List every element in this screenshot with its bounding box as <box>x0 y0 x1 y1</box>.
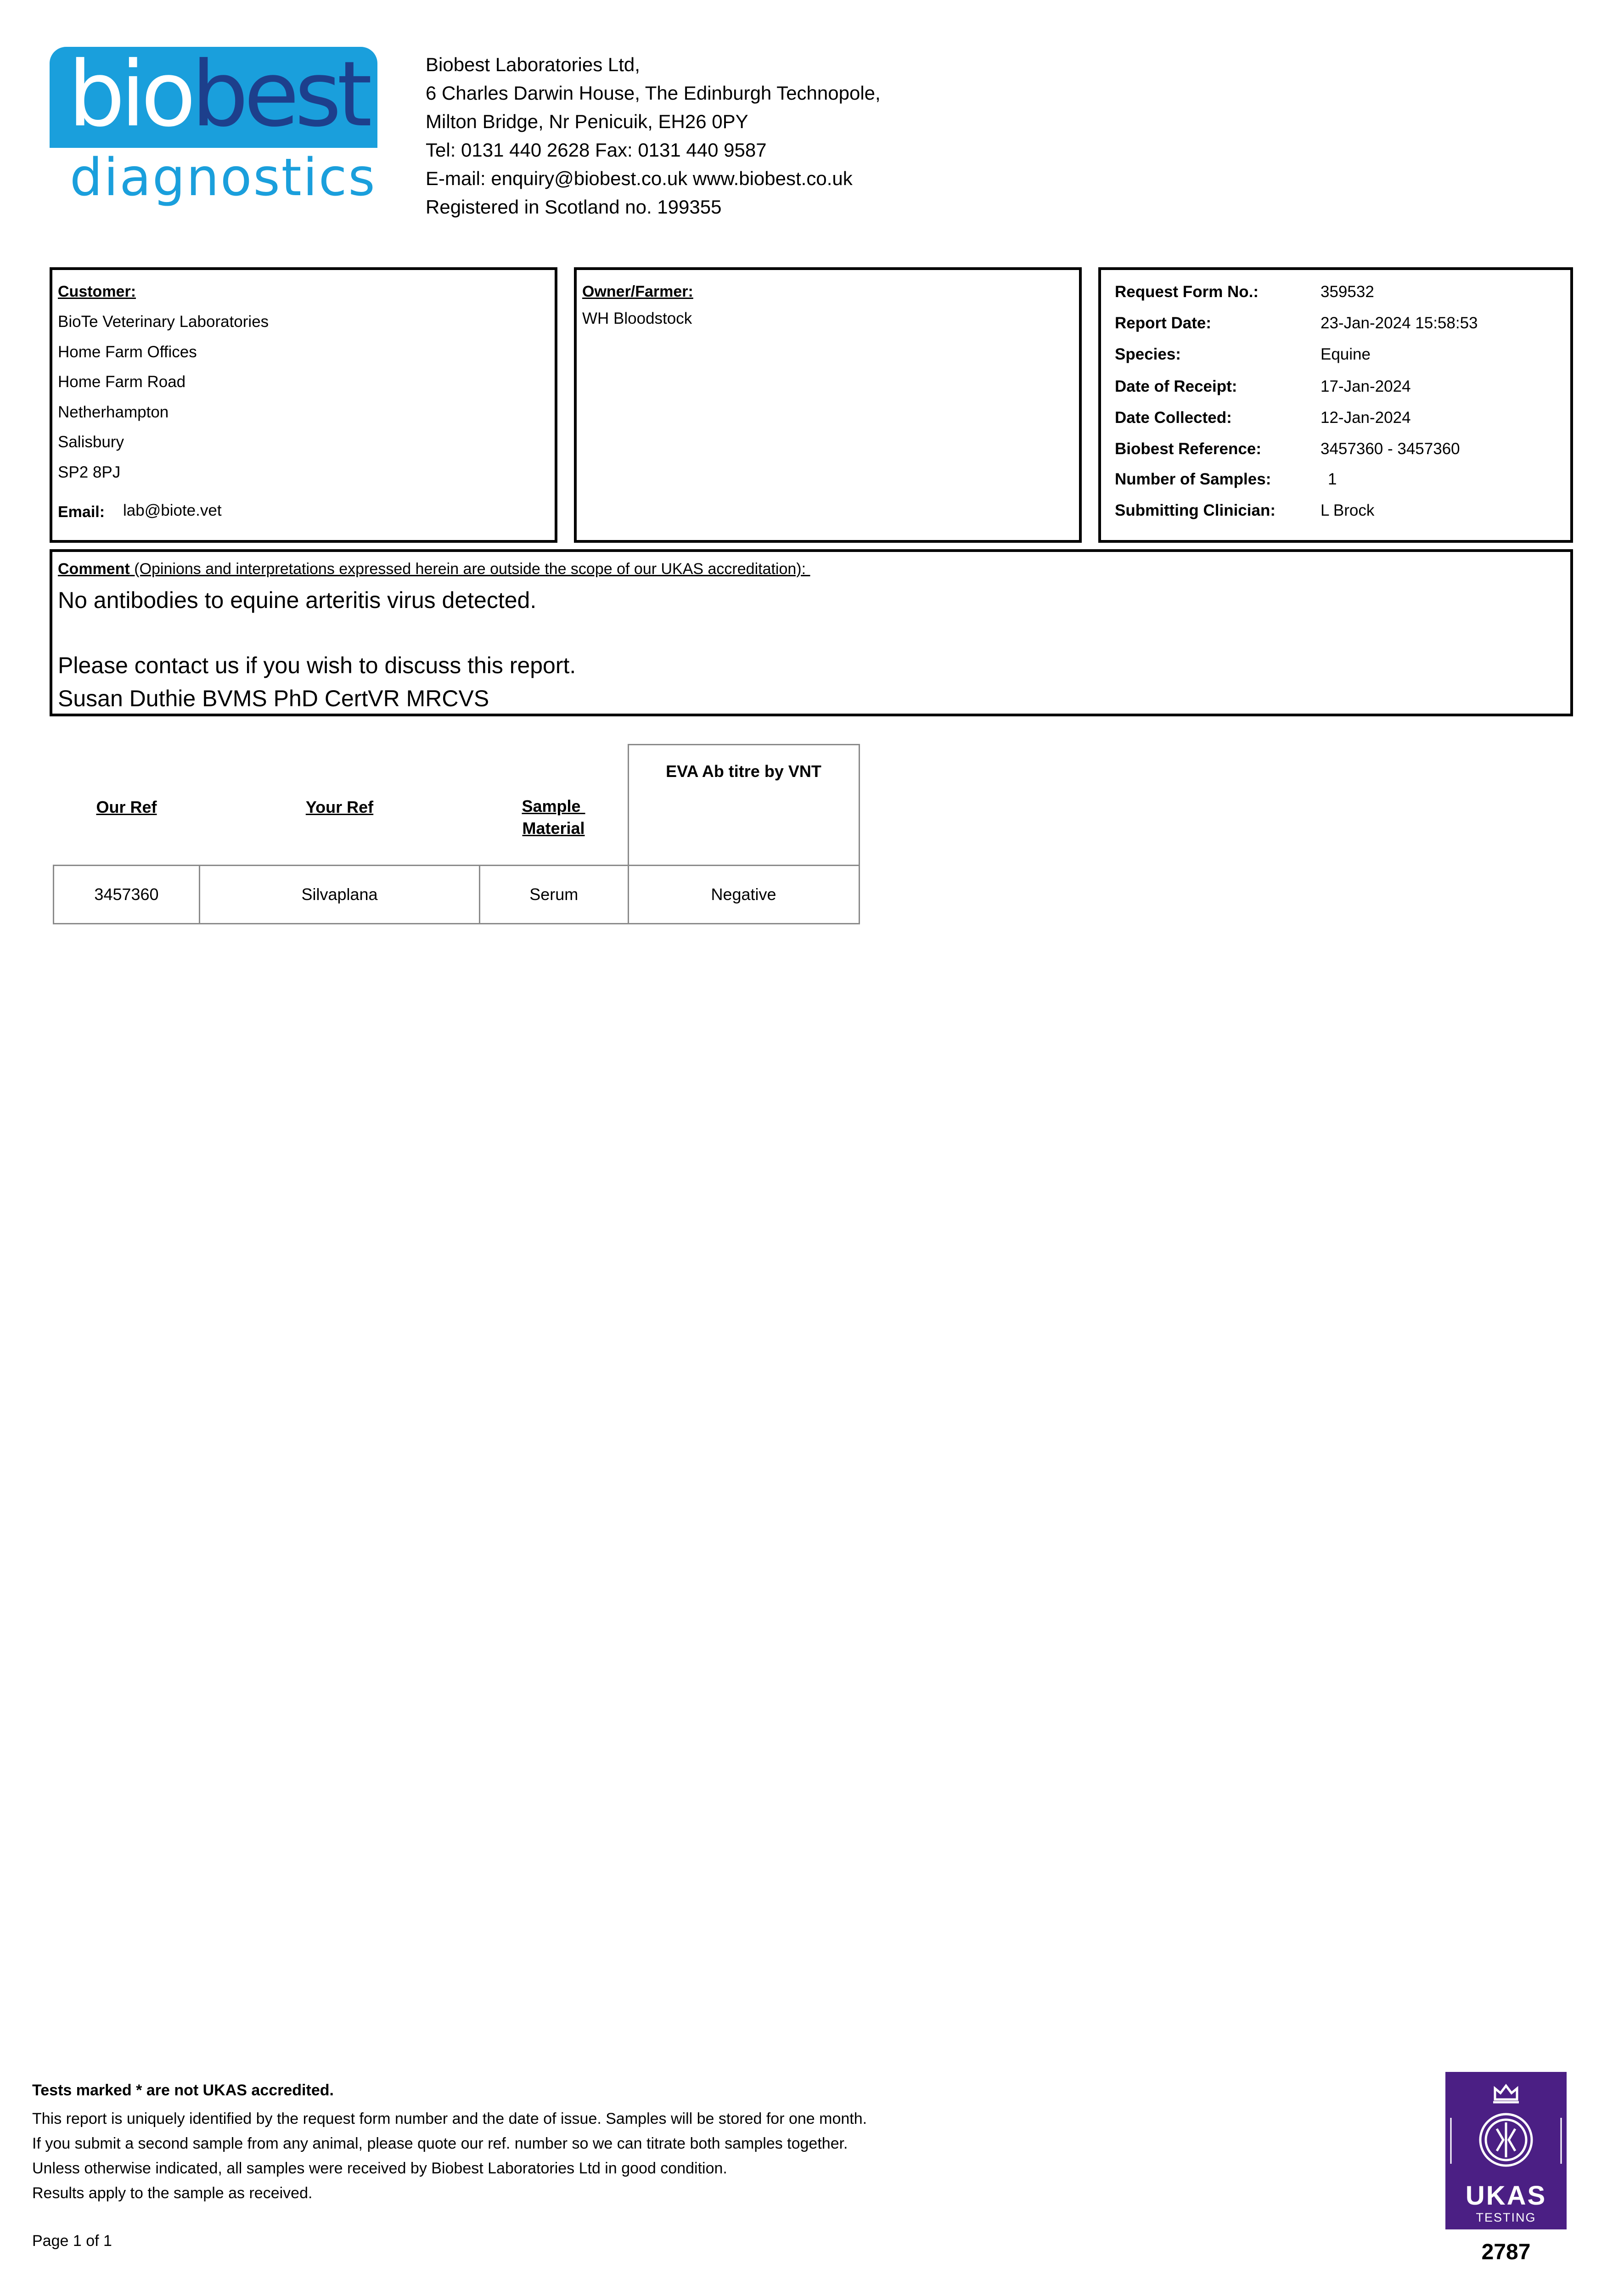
request-key: Species: <box>1115 345 1181 363</box>
request-key: Request Form No.: <box>1115 283 1259 301</box>
comment-heading <box>58 560 810 578</box>
comment-label: Comment <box>58 560 130 578</box>
logo-subtitle: diagnostics <box>70 148 376 208</box>
comment-box <box>50 549 1573 716</box>
footer-line: Results apply to the sample as received. <box>32 2184 313 2202</box>
ukas-number: 2787 <box>1481 2240 1531 2264</box>
request-key: Date of Receipt: <box>1115 377 1237 395</box>
header-sample-line2: Material <box>522 818 585 838</box>
address-line: Milton Bridge, Nr Penicuik, EH26 0PY <box>426 111 748 132</box>
logo-wordmark: biobest <box>68 42 368 147</box>
customer-line: Salisbury <box>58 433 124 451</box>
ukas-badge <box>1445 2072 1567 2229</box>
cell-result: Negative <box>628 865 859 923</box>
ukas-crown-icon <box>1445 2072 1567 2182</box>
owner-name: WH Bloodstock <box>582 310 692 327</box>
customer-email: lab@biote.vet <box>123 501 222 519</box>
request-key: Report Date: <box>1115 314 1212 332</box>
customer-line: Netherhampton <box>58 403 169 421</box>
results-table <box>53 744 860 924</box>
customer-label: Customer: <box>58 283 136 300</box>
ukas-label: UKAS <box>1465 2181 1547 2211</box>
request-key: Biobest Reference: <box>1115 440 1261 458</box>
request-value: Equine <box>1321 345 1371 363</box>
request-value: 17-Jan-2024 <box>1321 377 1411 395</box>
customer-line: BioTe Veterinary Laboratories <box>58 313 269 331</box>
lab-address <box>426 51 881 221</box>
request-value: 1 <box>1328 470 1337 488</box>
request-key: Number of Samples: <box>1115 470 1271 488</box>
header-test <box>628 745 859 866</box>
cell-your-ref: Silvaplana <box>200 865 480 923</box>
header-sample-material <box>480 745 629 866</box>
customer-email-label: Email: <box>58 503 105 521</box>
owner-box <box>574 267 1082 543</box>
address-line: Registered in Scotland no. 199355 <box>426 196 722 218</box>
header-our-ref: Our Ref <box>96 797 157 816</box>
address-line: E-mail: enquiry@biobest.co.uk www.biobest.co.uk <box>426 168 853 189</box>
cell-material: Serum <box>480 865 629 923</box>
ukas-sub: TESTING <box>1476 2211 1536 2224</box>
table-row <box>54 865 860 923</box>
comment-contact: Please contact us if you wish to discuss this report. <box>58 653 576 678</box>
address-line: Tel: 0131 440 2628 Fax: 0131 440 9587 <box>426 139 767 161</box>
header-sample-line1: Sample <box>522 796 585 816</box>
comment-finding: No antibodies to equine arteritis virus detected. <box>58 587 537 613</box>
owner-label: Owner/Farmer: <box>582 283 693 300</box>
request-key: Date Collected: <box>1115 409 1232 427</box>
logo-subtitle-panel <box>50 148 377 210</box>
footer-line: This report is uniquely identified by the request form number and the date of issue. Samples will be stored for one month. <box>32 2110 867 2127</box>
address-line: 6 Charles Darwin House, The Edinburgh Technopole, <box>426 82 881 104</box>
request-value: 12-Jan-2024 <box>1321 409 1411 427</box>
request-value: 3457360 - 3457360 <box>1321 440 1460 458</box>
footer-line: If you submit a second sample from any animal, please quote our ref. number so we can titrate both samples together. <box>32 2135 848 2152</box>
results-header-row <box>54 745 860 866</box>
customer-box <box>50 267 557 543</box>
request-value: 359532 <box>1321 283 1374 301</box>
comment-signature: Susan Duthie BVMS PhD CertVR MRCVS <box>58 686 489 711</box>
request-value: L Brock <box>1321 501 1375 519</box>
address-line: Biobest Laboratories Ltd, <box>426 54 640 75</box>
header-test-label: EVA Ab titre by VNT <box>666 762 821 781</box>
page-number: Page 1 of 1 <box>32 2232 112 2250</box>
customer-address <box>58 307 269 487</box>
request-value: 23-Jan-2024 15:58:53 <box>1321 314 1478 332</box>
footer-title: Tests marked * are not UKAS accredited. <box>32 2082 334 2099</box>
customer-line: SP2 8PJ <box>58 463 121 481</box>
cell-our-ref: 3457360 <box>54 865 200 923</box>
request-key: Submitting Clinician: <box>1115 501 1276 519</box>
logo-wordmark-panel <box>50 42 377 148</box>
customer-line: Home Farm Offices <box>58 343 197 361</box>
request-details-box <box>1098 267 1573 543</box>
customer-line: Home Farm Road <box>58 373 186 391</box>
header-your-ref: Your Ref <box>305 797 374 816</box>
comment-note: (Opinions and interpretations expressed herein are outside the scope of our UKAS accreditation): <box>129 560 810 578</box>
footer-line: Unless otherwise indicated, all samples were received by Biobest Laboratories Ltd in good condition. <box>32 2160 727 2177</box>
